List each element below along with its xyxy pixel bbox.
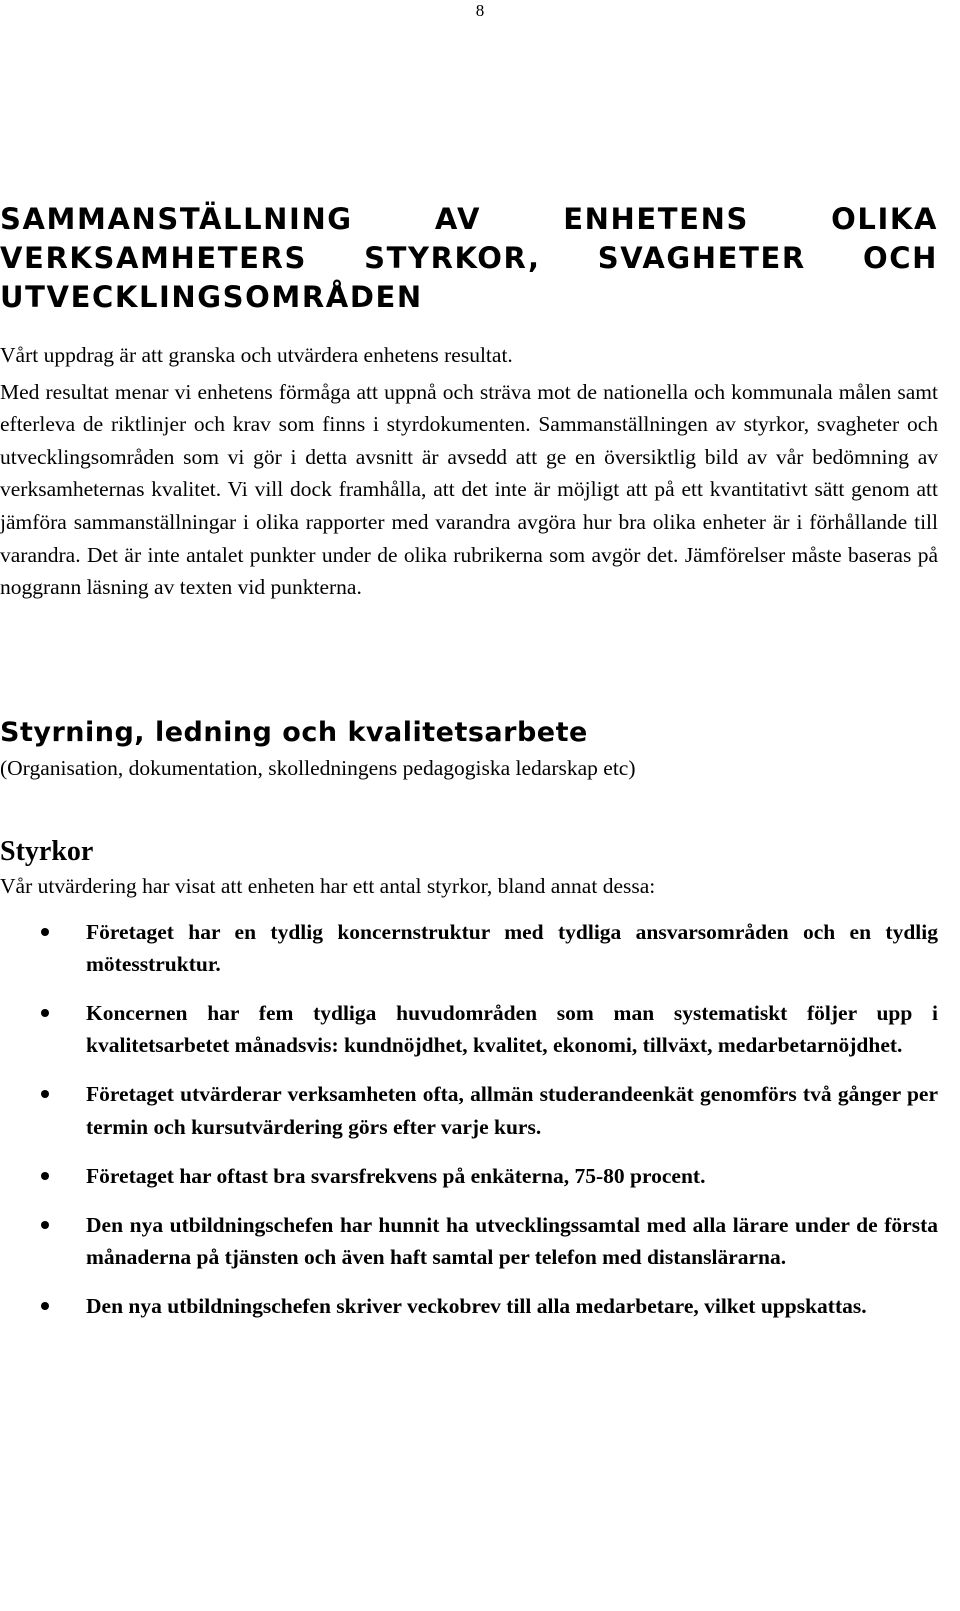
strengths-lead: Vår utvärdering har visat att enheten har ett antal styrkor, bland annat dessa: (0, 873, 656, 898)
bullet-icon (41, 1009, 49, 1017)
list-item (0, 1160, 938, 1192)
main-heading: SAMMANSTÄLLNING AV ENHETENS OLIKA VERKSAMHETERS STYRKOR, SVAGHETER OCH UTVECKLINGSOMRÅDEN (0, 202, 938, 314)
page-number: 8 (475, 1, 485, 20)
intro-paragraph: Vårt uppdrag är att granska och utvärdera enhetens resultat. (0, 343, 513, 367)
strengths-list (0, 916, 938, 1323)
body-paragraph: Med resultat menar vi enhetens förmåga att uppnå och sträva mot de nationella och kommunala målen samt efterleva de riktlinjer och krav som finns i styrdokumenten. Sammanställningen av styrkor, svagheter och utvecklingsområden som vi gör i detta avsnitt är avsedd att ge en översiktlig bild av vår bedömning av verksamheternas kvalitet. Vi vill dock framhålla, att det inte är möjligt att på ett kvantitativt sätt genom att jämföra sammanställningar i olika rapporter med varandra avgöra hur bra olika enheter är i förhållande till varandra. Det är inte antalet punkter under de olika rubrikerna som avgör det. Jämförelser måste baseras på noggrann läsning av texten vid punkterna. (0, 379, 938, 600)
list-item (0, 1078, 938, 1143)
list-item-text: Den nya utbildningschefen har hunnit ha utvecklingssamtal med alla lärare under de första månaderna på tjänsten och även haft samtal per telefon med distanslärarna. (86, 1212, 938, 1269)
list-item-text: Företaget har oftast bra svarsfrekvens på enkäterna, 75-80 procent. (86, 1163, 706, 1188)
list-item-text: Företaget har en tydlig koncernstruktur med tydliga ansvarsområden och en tydlig mötesstruktur. (86, 919, 938, 977)
section-heading: Styrning, ledning och kvalitetsarbete (0, 716, 588, 748)
bullet-icon (41, 1172, 49, 1180)
bullet-icon (41, 1221, 49, 1229)
list-item-text: Den nya utbildningschefen skriver veckobrev till alla medarbetare, vilket uppskattas. (86, 1293, 867, 1318)
bullet-icon (41, 1090, 49, 1098)
bullet-icon (41, 1302, 49, 1310)
document-body (0, 200, 938, 1339)
list-item (0, 1290, 938, 1322)
list-item (0, 997, 938, 1062)
list-item (0, 1209, 938, 1274)
section-subtitle: (Organisation, dokumentation, skolledningens pedagogiska ledarskap etc) (0, 755, 636, 780)
list-item-text: Företaget utvärderar verksamheten ofta, allmän studerandeenkät genomförs två gånger per termin och kursutvärdering görs efter varje kurs. (86, 1082, 938, 1139)
list-item (0, 916, 938, 981)
list-item-text: Koncernen har fem tydliga huvudområden som man systematiskt följer upp i kvalitetsarbetet månadsvis: kundnöjdhet, kvalitet, ekonomi, tillväxt, medarbetarnöjdhet. (86, 1001, 938, 1058)
bullet-icon (41, 928, 49, 936)
strengths-heading: Styrkor (0, 835, 94, 867)
